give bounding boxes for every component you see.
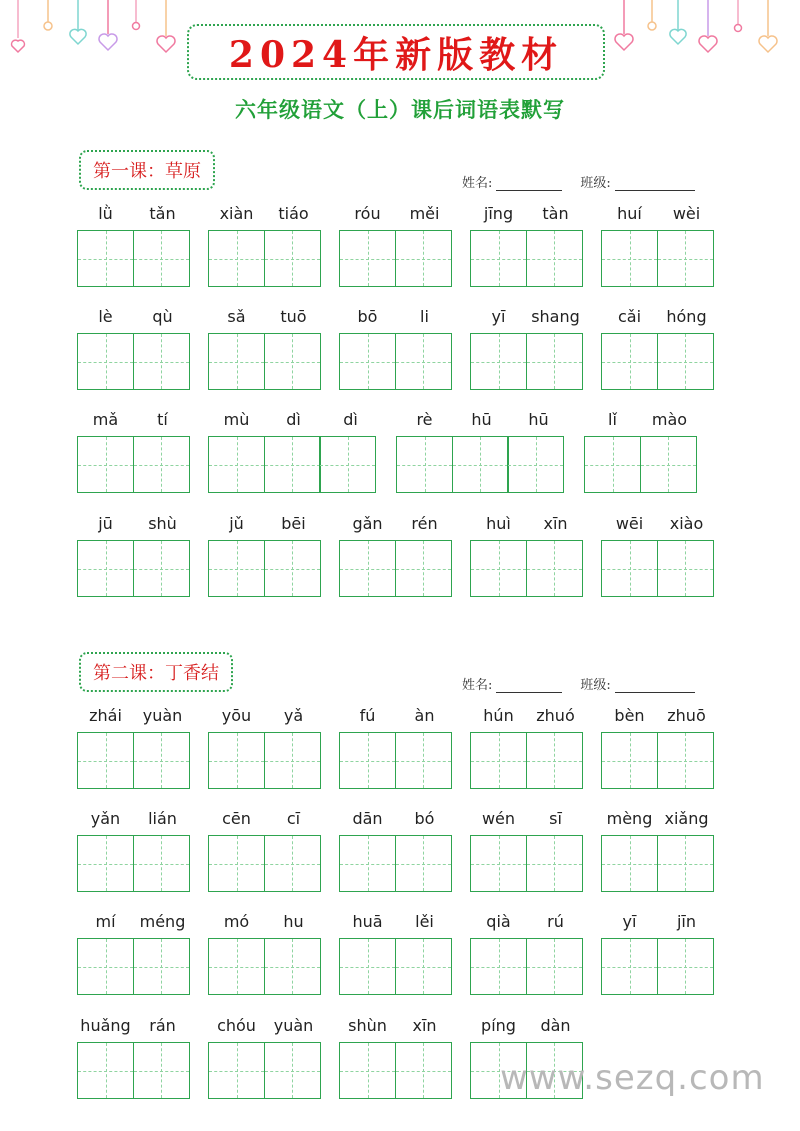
writing-grid [208,540,322,597]
class-field[interactable] [615,680,695,693]
tianzige-cell[interactable] [601,835,658,892]
writing-grid [339,333,453,390]
tianzige-cell[interactable] [133,230,190,287]
word-entry [470,202,584,287]
tianzige-cell[interactable] [77,540,134,597]
tianzige-cell[interactable] [264,1042,321,1099]
writing-grid [601,835,715,892]
pinyin-row [208,408,379,432]
pinyin-syllable: dàn [540,1016,571,1035]
tianzige-cell[interactable] [470,540,527,597]
lesson-title-box [79,652,233,692]
writing-grid [208,835,322,892]
pinyin-syllable: chóu [217,1016,256,1035]
tianzige-cell[interactable] [470,938,527,995]
pinyin-row [470,1014,584,1038]
pinyin-syllable: mù [223,410,250,429]
tianzige-cell[interactable] [208,333,265,390]
pinyin-syllable: jīng [483,204,514,223]
tianzige-cell[interactable] [526,835,583,892]
pinyin-syllable: tuō [280,307,307,326]
pinyin-syllable: yī [491,307,506,326]
tianzige-cell[interactable] [133,835,190,892]
tianzige-cell[interactable] [601,333,658,390]
hanging-hearts-decoration-right [612,0,792,60]
word-entry [470,910,584,995]
word-entry [396,408,567,493]
pinyin-row [208,1014,322,1038]
word-row [0,807,800,891]
writing-grid [470,938,584,995]
word-row [0,512,800,596]
name-field[interactable] [496,178,562,191]
tianzige-cell[interactable] [208,1042,265,1099]
pinyin-syllable: cēn [222,809,251,828]
lesson-title-box [79,150,215,190]
tianzige-cell[interactable] [208,436,265,493]
word-entry [339,512,453,597]
tianzige-cell[interactable] [339,333,396,390]
tianzige-cell[interactable] [264,732,321,789]
tianzige-cell[interactable] [339,835,396,892]
pinyin-syllable: tǎn [149,204,176,223]
tianzige-cell[interactable] [470,230,527,287]
writing-grid [601,333,715,390]
word-entry [208,512,322,597]
page-title: 2024年新版教材 [228,33,564,76]
word-entry [601,512,715,597]
pinyin-syllable: hu [283,912,304,931]
pinyin-syllable: lěi [415,912,434,931]
pinyin-syllable: cī [286,809,301,828]
pinyin-syllable: qià [486,912,511,931]
class-field[interactable] [615,178,695,191]
pinyin-syllable: yǎ [283,706,304,725]
word-entry [601,910,715,995]
word-entry [339,305,453,390]
tianzige-cell[interactable] [395,732,452,789]
tianzige-cell[interactable] [208,835,265,892]
pinyin-syllable: yǎn [90,809,121,828]
tianzige-cell[interactable] [339,732,396,789]
tianzige-cell[interactable] [264,230,321,287]
word-row [0,202,800,286]
word-entry [584,408,698,493]
tianzige-cell[interactable] [264,333,321,390]
word-entry [208,305,322,390]
word-entry [601,305,715,390]
writing-grid [77,333,191,390]
pinyin-row [77,910,191,934]
pinyin-syllable: dì [286,410,301,429]
pinyin-syllable: huí [617,204,642,223]
pinyin-row [77,408,191,432]
word-entry [77,202,191,287]
tianzige-cell[interactable] [133,938,190,995]
tianzige-cell[interactable] [526,732,583,789]
pinyin-syllable: jīn [676,912,697,931]
pinyin-syllable: lián [148,809,177,828]
tianzige-cell[interactable] [208,938,265,995]
pinyin-syllable: huā [352,912,383,931]
tianzige-cell[interactable] [470,835,527,892]
tianzige-cell[interactable] [657,732,714,789]
pinyin-syllable: xiào [669,514,704,533]
pinyin-syllable: yuàn [142,706,183,725]
pinyin-row [470,512,584,536]
tianzige-cell[interactable] [208,540,265,597]
title-banner [187,24,605,80]
pinyin-row [584,408,698,432]
class-label: 班级: [580,176,611,191]
tianzige-cell[interactable] [77,333,134,390]
pinyin-syllable: rén [411,514,438,533]
tianzige-cell[interactable] [526,540,583,597]
pinyin-syllable: xīn [543,514,568,533]
pinyin-row [208,305,322,329]
pinyin-row [77,1014,191,1038]
tianzige-cell[interactable] [77,230,134,287]
pinyin-syllable: mèng [606,809,653,828]
pinyin-syllable: jū [98,514,113,533]
pinyin-syllable: bó [414,809,435,828]
writing-grid [208,1042,322,1099]
pinyin-syllable: měi [409,204,440,223]
word-entry [77,1014,191,1099]
writing-grid [77,835,191,892]
word-entry [77,910,191,995]
word-entry [77,807,191,892]
writing-grid [339,835,453,892]
word-entry [208,704,322,789]
name-label: 姓名: [462,678,493,693]
word-entry [77,305,191,390]
tianzige-cell[interactable] [657,835,714,892]
word-entry [77,704,191,789]
word-entry [208,910,322,995]
pinyin-syllable: dān [352,809,383,828]
pinyin-row [601,305,715,329]
pinyin-syllable: lǜ [98,204,113,223]
tianzige-cell[interactable] [395,835,452,892]
writing-grid [208,436,379,493]
lesson-title: 第二课：丁香结 [93,663,219,684]
writing-grid [208,333,322,390]
pinyin-syllable: rán [149,1016,176,1035]
writing-grid [339,230,453,287]
writing-grid [208,732,322,789]
word-entry [339,1014,453,1099]
writing-grid [208,938,322,995]
tianzige-cell[interactable] [264,436,321,493]
writing-grid [584,436,698,493]
tianzige-cell[interactable] [208,732,265,789]
student-info [462,172,695,191]
pinyin-syllable: huì [486,514,511,533]
pinyin-syllable: bō [357,307,378,326]
word-entry [208,202,322,287]
tianzige-cell[interactable] [339,938,396,995]
tianzige-cell[interactable] [396,436,453,493]
tianzige-cell[interactable] [395,938,452,995]
tianzige-cell[interactable] [264,540,321,597]
pinyin-row [396,408,567,432]
pinyin-row [601,910,715,934]
word-entry [470,807,584,892]
tianzige-cell[interactable] [133,333,190,390]
writing-grid [470,230,584,287]
pinyin-row [601,512,715,536]
pinyin-syllable: huǎng [80,1016,131,1035]
pinyin-syllable: yī [622,912,637,931]
pinyin-syllable: mó [223,912,250,931]
word-entry [339,704,453,789]
pinyin-row [339,1014,453,1038]
tianzige-cell[interactable] [319,436,376,493]
pinyin-syllable: jǔ [229,514,244,533]
writing-grid [601,732,715,789]
pinyin-syllable: bèn [614,706,645,725]
name-field[interactable] [496,680,562,693]
writing-grid [339,1042,453,1099]
pinyin-row [470,305,584,329]
pinyin-syllable: dì [343,410,358,429]
tianzige-cell[interactable] [395,1042,452,1099]
pinyin-row [208,910,322,934]
pinyin-syllable: lè [98,307,113,326]
tianzige-cell[interactable] [470,732,527,789]
pinyin-row [470,704,584,728]
tianzige-cell[interactable] [601,938,658,995]
tianzige-cell[interactable] [526,333,583,390]
class-label: 班级: [580,678,611,693]
pinyin-syllable: hū [471,410,492,429]
pinyin-syllable: fú [359,706,376,725]
pinyin-syllable: rú [547,912,564,931]
word-entry [470,704,584,789]
word-entry [77,512,191,597]
writing-grid [339,540,453,597]
tianzige-cell[interactable] [264,938,321,995]
pinyin-syllable: gǎn [352,514,383,533]
tianzige-cell[interactable] [77,835,134,892]
pinyin-syllable: hū [528,410,549,429]
pinyin-syllable: róu [354,204,381,223]
pinyin-syllable: cǎi [617,307,642,326]
pinyin-syllable: shùn [348,1016,387,1035]
writing-grid [339,938,453,995]
word-row [0,305,800,389]
writing-grid [470,835,584,892]
word-entry [339,807,453,892]
pinyin-syllable: tí [157,410,168,429]
pinyin-syllable: zhuō [667,706,706,725]
writing-grid [77,540,191,597]
pinyin-row [339,910,453,934]
pinyin-row [77,512,191,536]
tianzige-cell[interactable] [452,436,509,493]
word-entry [601,704,715,789]
pinyin-row [208,512,322,536]
pinyin-row [601,704,715,728]
tianzige-cell[interactable] [208,230,265,287]
pinyin-row [208,807,322,831]
tianzige-cell[interactable] [526,938,583,995]
tianzige-cell[interactable] [339,1042,396,1099]
writing-grid [77,230,191,287]
tianzige-cell[interactable] [657,540,714,597]
tianzige-cell[interactable] [395,230,452,287]
word-entry [208,807,322,892]
pinyin-row [339,512,453,536]
writing-grid [470,732,584,789]
word-entry [77,408,191,493]
pinyin-syllable: tàn [542,204,569,223]
pinyin-syllable: tiáo [278,204,309,223]
pinyin-syllable: xiàn [219,204,254,223]
tianzige-cell[interactable] [133,732,190,789]
tianzige-cell[interactable] [657,230,714,287]
tianzige-cell[interactable] [584,436,641,493]
writing-grid [339,732,453,789]
pinyin-row [77,202,191,226]
pinyin-syllable: shù [148,514,177,533]
pinyin-syllable: wēi [615,514,644,533]
pinyin-syllable: mào [651,410,688,429]
tianzige-cell[interactable] [640,436,697,493]
pinyin-row [470,910,584,934]
pinyin-syllable: hóng [666,307,707,326]
tianzige-cell[interactable] [601,540,658,597]
tianzige-cell[interactable] [77,732,134,789]
student-info [462,674,695,693]
pinyin-row [601,202,715,226]
pinyin-syllable: àn [414,706,435,725]
pinyin-syllable: xiǎng [664,809,709,828]
pinyin-syllable: sī [549,809,562,828]
pinyin-row [208,704,322,728]
pinyin-syllable: zhuó [536,706,575,725]
word-row [0,408,800,492]
writing-grid [470,333,584,390]
pinyin-row [339,305,453,329]
writing-grid [601,938,715,995]
writing-grid [601,540,715,597]
word-entry [470,305,584,390]
writing-grid [208,230,322,287]
pinyin-syllable: píng [481,1016,516,1035]
pinyin-syllable: méng [139,912,186,931]
tianzige-cell[interactable] [77,938,134,995]
tianzige-cell[interactable] [601,732,658,789]
tianzige-cell[interactable] [470,333,527,390]
pinyin-syllable: shang [531,307,580,326]
pinyin-syllable: qù [152,307,173,326]
tianzige-cell[interactable] [133,540,190,597]
pinyin-syllable: wén [481,809,516,828]
writing-grid [601,230,715,287]
pinyin-row [77,305,191,329]
tianzige-cell[interactable] [77,1042,134,1099]
tianzige-cell[interactable] [601,230,658,287]
writing-grid [77,732,191,789]
writing-grid [77,436,191,493]
tianzige-cell[interactable] [77,436,134,493]
pinyin-row [208,202,322,226]
pinyin-syllable: yuàn [273,1016,314,1035]
word-entry [208,408,379,493]
lesson-title: 第一课：草原 [93,161,201,182]
pinyin-syllable: xīn [412,1016,437,1035]
tianzige-cell[interactable] [339,540,396,597]
pinyin-syllable: zhái [89,706,122,725]
tianzige-cell[interactable] [526,230,583,287]
pinyin-row [470,202,584,226]
pinyin-row [339,807,453,831]
pinyin-syllable: li [420,307,429,326]
tianzige-cell[interactable] [264,835,321,892]
pinyin-syllable: wèi [672,204,701,223]
pinyin-syllable: lǐ [608,410,617,429]
writing-grid [470,540,584,597]
pinyin-row [339,202,453,226]
tianzige-cell[interactable] [133,436,190,493]
writing-grid [77,938,191,995]
pinyin-syllable: bēi [281,514,306,533]
pinyin-row [470,807,584,831]
pinyin-syllable: mǎ [92,410,119,429]
pinyin-syllable: yōu [221,706,252,725]
word-entry [208,1014,322,1099]
watermark: www.sezq.com [500,1058,765,1098]
pinyin-row [77,807,191,831]
word-entry [339,910,453,995]
word-row [0,910,800,994]
page-subtitle: 六年级语文（上）课后词语表默写 [235,98,565,122]
tianzige-cell[interactable] [507,436,564,493]
tianzige-cell[interactable] [657,938,714,995]
writing-grid [77,1042,191,1099]
word-entry [601,807,715,892]
hanging-hearts-decoration-left [8,0,188,60]
pinyin-syllable: rè [416,410,433,429]
pinyin-syllable: sǎ [227,307,246,326]
writing-grid [396,436,567,493]
word-entry [339,202,453,287]
tianzige-cell[interactable] [339,230,396,287]
tianzige-cell[interactable] [657,333,714,390]
pinyin-syllable: mí [95,912,116,931]
word-entry [601,202,715,287]
pinyin-row [601,807,715,831]
tianzige-cell[interactable] [395,333,452,390]
name-label: 姓名: [462,176,493,191]
pinyin-row [77,704,191,728]
tianzige-cell[interactable] [395,540,452,597]
word-entry [470,512,584,597]
tianzige-cell[interactable] [133,1042,190,1099]
pinyin-syllable: hún [483,706,514,725]
word-row [0,704,800,788]
pinyin-row [339,704,453,728]
